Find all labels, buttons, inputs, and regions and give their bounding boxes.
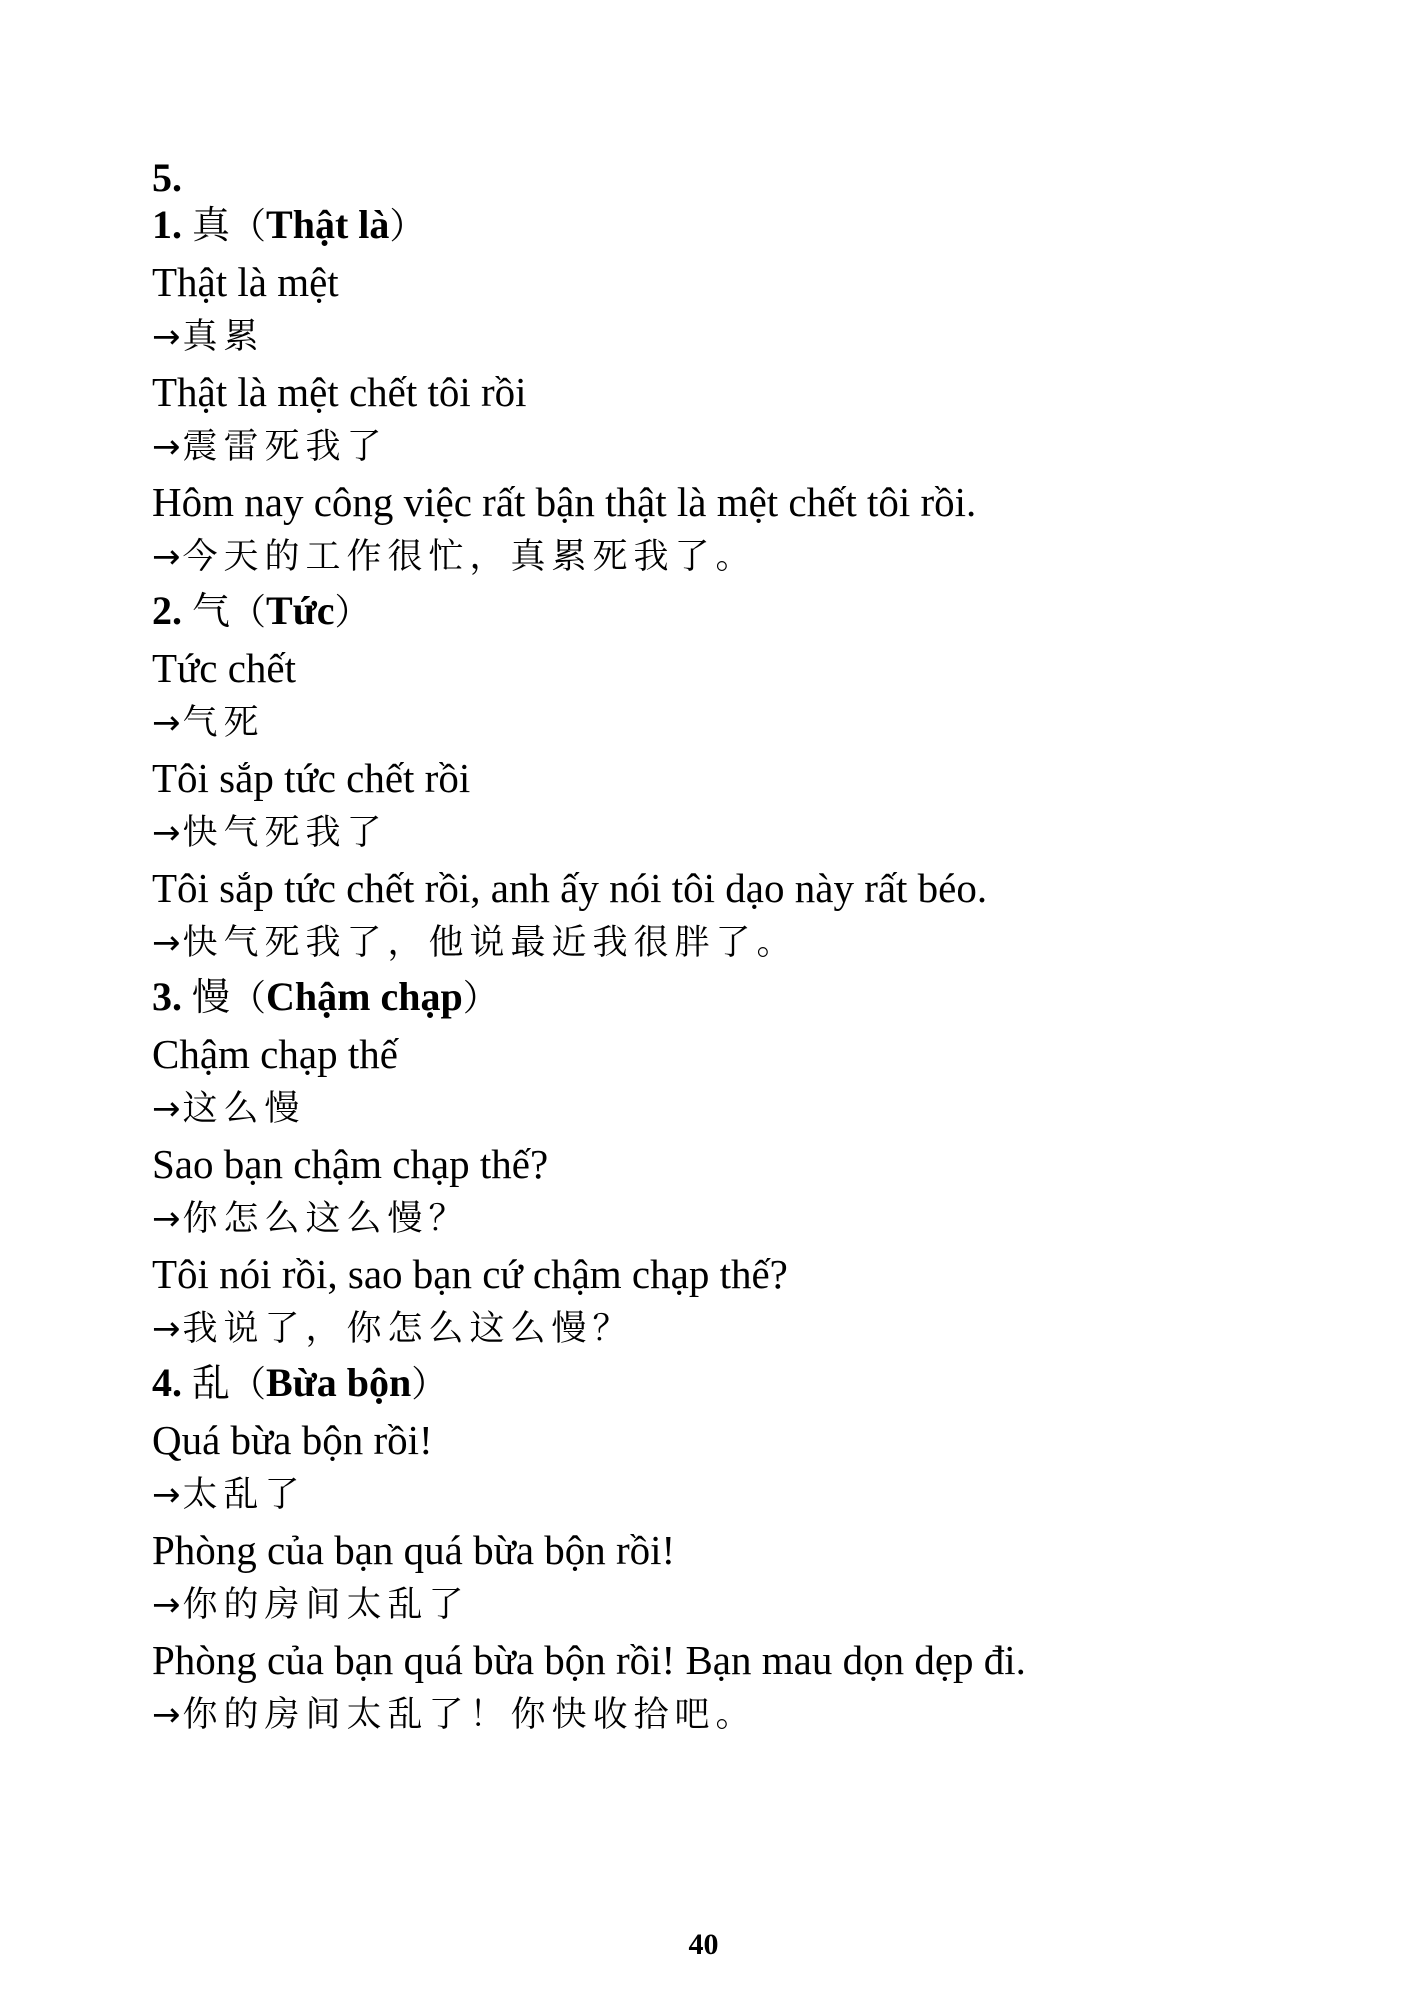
chinese-text: 我说了，你怎么这么慢？ xyxy=(182,1309,634,1349)
vietnamese-sentence: Thật là mệt chết tôi rồi xyxy=(152,369,527,415)
vocab-entry-1 xyxy=(152,198,1312,584)
vietnamese-sentence: Tức chết xyxy=(152,645,297,691)
chinese-text: 你的房间太乱了 xyxy=(182,1585,470,1625)
close-paren: ） xyxy=(411,1364,448,1405)
open-paren: （ xyxy=(230,978,267,1019)
chinese-translation xyxy=(152,1578,1312,1632)
chinese-translation xyxy=(152,1192,1312,1246)
arrow-icon: → xyxy=(152,537,181,577)
section-number: 5. xyxy=(152,155,182,200)
entry-number: 3. xyxy=(152,974,182,1019)
chinese-text: 震雷死我了 xyxy=(182,427,388,467)
entry-number: 2. xyxy=(152,588,182,633)
chinese-translation xyxy=(152,420,1312,474)
vietnamese-sentence: Thật là mệt xyxy=(152,259,339,305)
vietnamese-sentence: Quá bừa bộn rồi! xyxy=(152,1417,433,1463)
entry-heading xyxy=(152,1356,1312,1412)
entry-meaning: Thật là xyxy=(266,202,390,247)
entry-meaning: Bừa bộn xyxy=(266,1360,412,1405)
chinese-text: 这么慢 xyxy=(182,1089,306,1129)
open-paren: （ xyxy=(230,206,267,247)
entry-meaning: Tức xyxy=(266,588,335,633)
vocab-entry-2 xyxy=(152,584,1312,970)
arrow-icon: → xyxy=(152,1199,181,1239)
entry-number: 4. xyxy=(152,1360,182,1405)
entry-hanzi: 气 xyxy=(192,589,231,633)
chinese-translation xyxy=(152,1302,1312,1356)
chinese-text: 你的房间太乱了！你快收拾吧。 xyxy=(182,1695,757,1735)
vietnamese-sentence: Sao bạn chậm chạp thế? xyxy=(152,1141,549,1187)
chinese-translation xyxy=(152,1082,1312,1136)
close-paren: ） xyxy=(462,978,499,1019)
chinese-text: 太乱了 xyxy=(182,1475,306,1515)
page-number: 40 xyxy=(688,1928,719,1961)
entry-heading xyxy=(152,198,1312,254)
arrow-icon: → xyxy=(152,1585,181,1625)
open-paren: （ xyxy=(230,592,267,633)
vietnamese-sentence: Hôm nay công việc rất bận thật là mệt chết tôi rồi. xyxy=(152,479,977,525)
chinese-translation xyxy=(152,310,1312,364)
chinese-text: 真累 xyxy=(182,317,265,357)
vocab-entry-3 xyxy=(152,970,1312,1356)
arrow-icon: → xyxy=(152,1309,181,1349)
vietnamese-sentence: Chậm chạp thế xyxy=(152,1031,398,1077)
chinese-translation xyxy=(152,696,1312,750)
chinese-text: 今天的工作很忙，真累死我了。 xyxy=(182,537,757,577)
chinese-translation xyxy=(152,916,1312,970)
chinese-text: 你怎么这么慢？ xyxy=(182,1199,470,1239)
entry-hanzi: 乱 xyxy=(192,1361,231,1405)
close-paren: ） xyxy=(334,592,371,633)
arrow-icon: → xyxy=(152,923,181,963)
entry-heading xyxy=(152,584,1312,640)
chinese-translation xyxy=(152,1468,1312,1522)
arrow-icon: → xyxy=(152,813,181,853)
chinese-text: 快气死我了 xyxy=(182,813,388,853)
arrow-icon: → xyxy=(152,703,181,743)
arrow-icon: → xyxy=(152,1475,181,1515)
vietnamese-sentence: Tôi sắp tức chết rồi xyxy=(152,755,471,801)
entry-number: 1. xyxy=(152,202,182,247)
document-page xyxy=(152,152,1312,1742)
vocab-entry-4 xyxy=(152,1356,1312,1742)
arrow-icon: → xyxy=(152,317,181,357)
entry-hanzi: 慢 xyxy=(192,975,231,1019)
arrow-icon: → xyxy=(152,1089,181,1129)
vietnamese-sentence: Phòng của bạn quá bừa bộn rồi! Bạn mau dọn dẹp đi. xyxy=(152,1637,1026,1683)
close-paren: ） xyxy=(389,206,426,247)
open-paren: （ xyxy=(230,1364,267,1405)
chinese-translation xyxy=(152,806,1312,860)
entry-meaning: Chậm chạp xyxy=(266,974,463,1019)
vietnamese-sentence: Phòng của bạn quá bừa bộn rồi! xyxy=(152,1527,676,1573)
chinese-text: 气死 xyxy=(182,703,265,743)
vietnamese-sentence: Tôi nói rồi, sao bạn cứ chậm chạp thế? xyxy=(152,1251,788,1297)
arrow-icon: → xyxy=(152,1695,181,1735)
chinese-translation xyxy=(152,530,1312,584)
vietnamese-sentence: Tôi sắp tức chết rồi, anh ấy nói tôi dạo này rất béo. xyxy=(152,865,988,911)
chinese-text: 快气死我了，他说最近我很胖了。 xyxy=(182,923,798,963)
chinese-translation xyxy=(152,1688,1312,1742)
arrow-icon: → xyxy=(152,427,181,467)
entry-hanzi: 真 xyxy=(192,203,231,247)
entry-heading xyxy=(152,970,1312,1026)
